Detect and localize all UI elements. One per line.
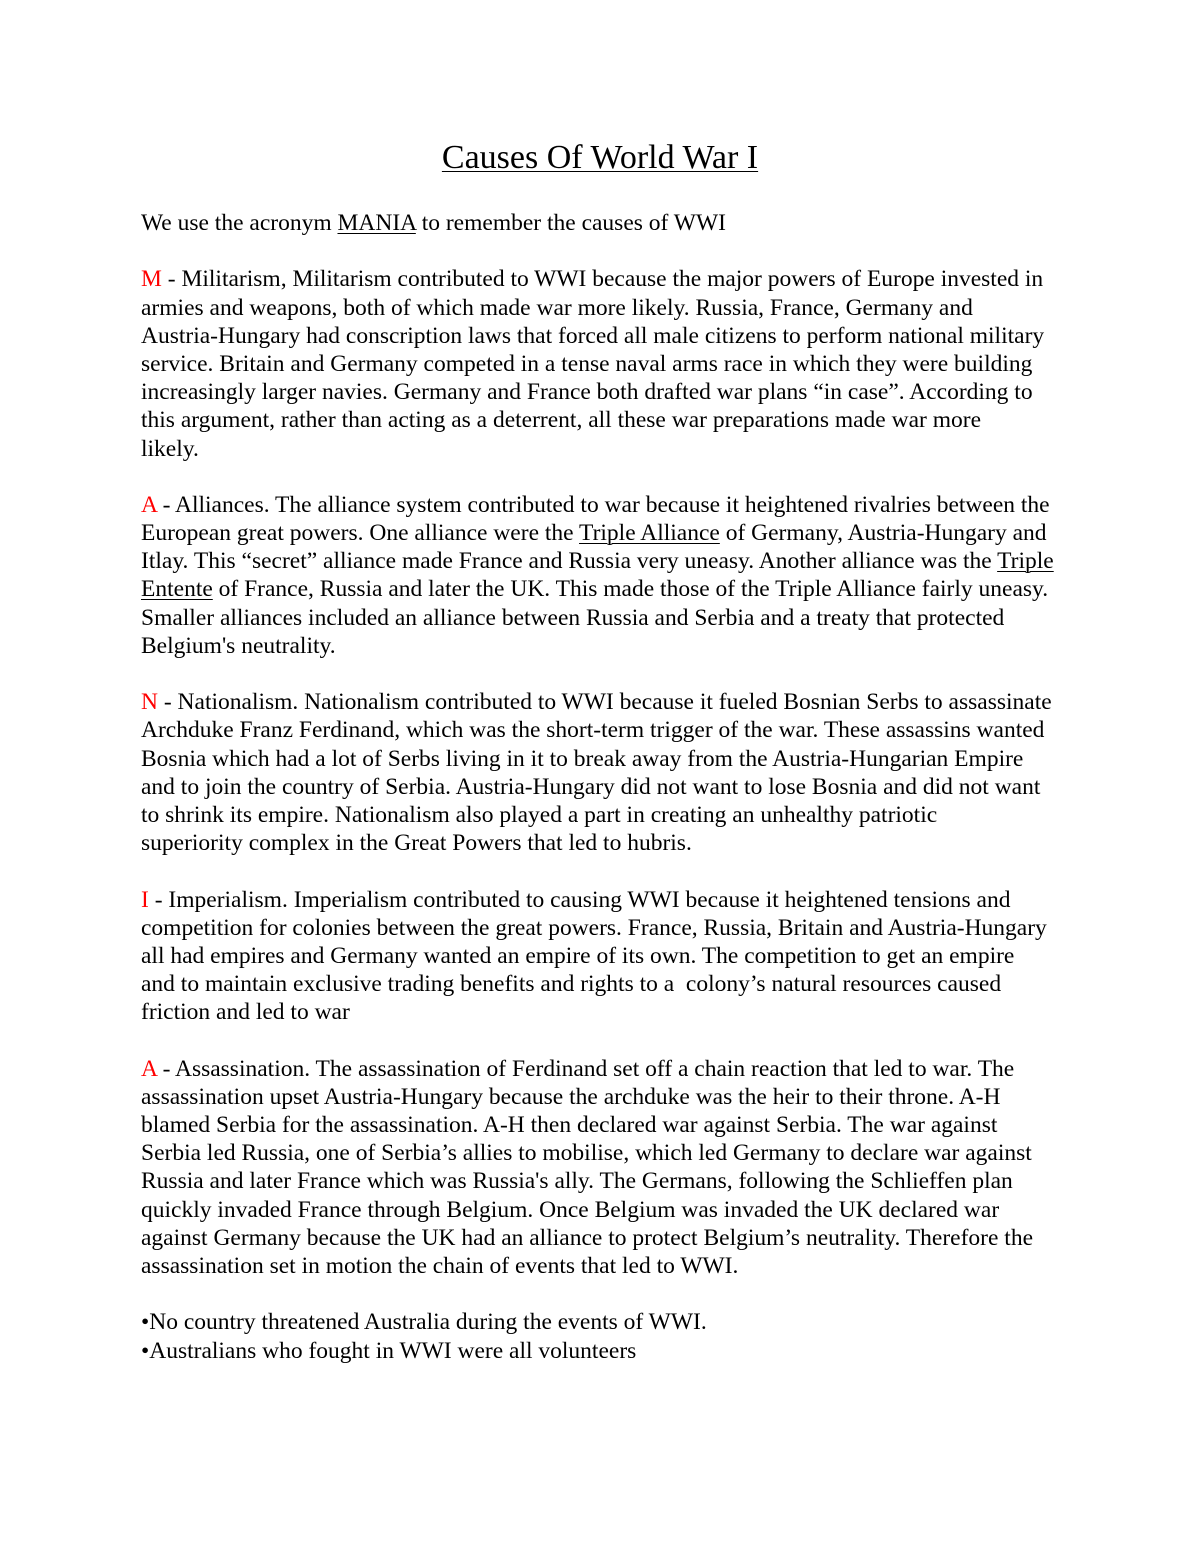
- text-line: assassination set in motion the chain of events that led to WWI.: [141, 1252, 739, 1279]
- text-line: against Germany because the UK had an alliance to protect Belgium’s neutrality. Therefore the: [141, 1224, 1034, 1251]
- text-line: [141, 265, 1161, 293]
- bullet-list: [141, 1308, 1161, 1364]
- document-title: [0, 138, 1200, 178]
- intro-line: [141, 209, 1161, 237]
- text-line: armies and weapons, both of which made war more likely. Russia, France, Germany and: [141, 294, 973, 321]
- text-line: and to join the country of Serbia. Austria-Hungary did not want to lose Bosnia and did not want: [141, 773, 1041, 800]
- text-line: assassination upset Austria-Hungary because the archduke was the heir to their throne. A-H: [141, 1083, 1001, 1110]
- text-segment: Itlay. This “secret” alliance made France and Russia very uneasy. Another alliance was the: [141, 548, 998, 575]
- section-letter: M: [141, 266, 162, 293]
- text-line: [141, 1055, 1161, 1083]
- intro-text-after: to remember the causes of WWI: [415, 210, 726, 236]
- text-line: and to maintain exclusive trading benefits and rights to a colony’s natural resources caused: [141, 971, 1002, 998]
- text-line: [141, 575, 1161, 603]
- section-first-line: - Nationalism. Nationalism contributed to WWI because it fueled Bosnian Serbs to assassinate: [157, 689, 1052, 716]
- text-line: quickly invaded France through Belgium. Once Belgium was invaded the UK declared war: [141, 1196, 1000, 1223]
- underlined-term: Triple: [997, 548, 1054, 575]
- text-line: likely.: [141, 435, 199, 462]
- text-line: [141, 491, 1161, 519]
- section-letter: A: [141, 1055, 157, 1082]
- text-line: [141, 886, 1161, 914]
- text-line: Russia and later France which was Russia's ally. The Germans, following the Schlieffen plan: [141, 1168, 1013, 1195]
- bullet-item: •Australians who fought in WWI were all volunteers: [141, 1337, 637, 1364]
- document-body: [141, 209, 1161, 1365]
- text-line: friction and led to war: [141, 999, 350, 1026]
- text-line: Smaller alliances included an alliance between Russia and Serbia and a treaty that protected: [141, 604, 1005, 631]
- text-line: [141, 688, 1161, 716]
- section-first-line: - Imperialism. Imperialism contributed to causing WWI because it heightened tensions and: [148, 886, 1011, 913]
- text-line: all had empires and Germany wanted an empire of its own. The competition to get an empire: [141, 942, 1015, 969]
- section-letter: A: [141, 491, 157, 518]
- intro-text-before: We use the acronym: [141, 210, 338, 236]
- text-line: service. Britain and Germany competed in a tense naval arms race in which they were building: [141, 350, 1033, 377]
- text-line: [141, 547, 1161, 575]
- intro-paragraph: [141, 209, 1161, 237]
- text-segment: of Germany, Austria-Hungary and: [719, 520, 1047, 547]
- text-line: Archduke Franz Ferdinand, which was the short-term trigger of the war. These assassins wanted: [141, 717, 1045, 744]
- section-first-line: - Alliances. The alliance system contributed to war because it heightened rivalries between the: [156, 491, 1050, 518]
- text-line: increasingly larger navies. Germany and France both drafted war plans “in case”. According to: [141, 379, 1033, 406]
- section-first-line: - Assassination. The assassination of Ferdinand set off a chain reaction that led to war. The: [156, 1055, 1015, 1082]
- text-line: blamed Serbia for the assassination. A-H then declared war against Serbia. The war against: [141, 1112, 998, 1138]
- section-first-line: - Militarism, Militarism contributed to WWI because the major powers of Europe invested in: [161, 266, 1044, 293]
- underlined-term: Triple Alliance: [579, 520, 720, 547]
- text-segment: European great powers. One alliance were the: [141, 520, 580, 547]
- text-line: [141, 519, 1161, 547]
- section-imperialism: [141, 886, 1161, 1027]
- section-letter: N: [141, 689, 158, 716]
- text-line: to shrink its empire. Nationalism also played a part in creating an unhealthy patriotic: [141, 801, 938, 828]
- section-letter: I: [141, 886, 149, 913]
- acronym: MANIA: [337, 210, 416, 236]
- text-line: Bosnia which had a lot of Serbs living in it to break away from the Austria-Hungarian Empire: [141, 745, 1024, 772]
- section-alliances: [141, 491, 1161, 660]
- section-nationalism: [141, 688, 1161, 857]
- text-line: Serbia led Russia, one of Serbia’s allies to mobilise, which led Germany to declare war against: [141, 1140, 1032, 1167]
- text-segment: of France, Russia and later the UK. This made those of the Triple Alliance fairly uneasy.: [212, 576, 1049, 603]
- text-line: Austria-Hungary had conscription laws that forced all male citizens to perform national military: [141, 322, 1045, 349]
- document-title-text: Causes Of World War I: [441, 139, 759, 176]
- underlined-term: Entente: [141, 576, 213, 603]
- section-militarism: [141, 265, 1161, 462]
- bullet-item: •No country threatened Australia during the events of WWI.: [141, 1309, 707, 1336]
- text-line: Belgium's neutrality.: [141, 632, 336, 659]
- text-line: superiority complex in the Great Powers that led to hubris.: [141, 830, 692, 857]
- text-line: competition for colonies between the great powers. France, Russia, Britain and Austria-Hungary: [141, 914, 1047, 941]
- section-assassination: [141, 1055, 1161, 1281]
- text-line: this argument, rather than acting as a deterrent, all these war preparations made war more: [141, 407, 981, 434]
